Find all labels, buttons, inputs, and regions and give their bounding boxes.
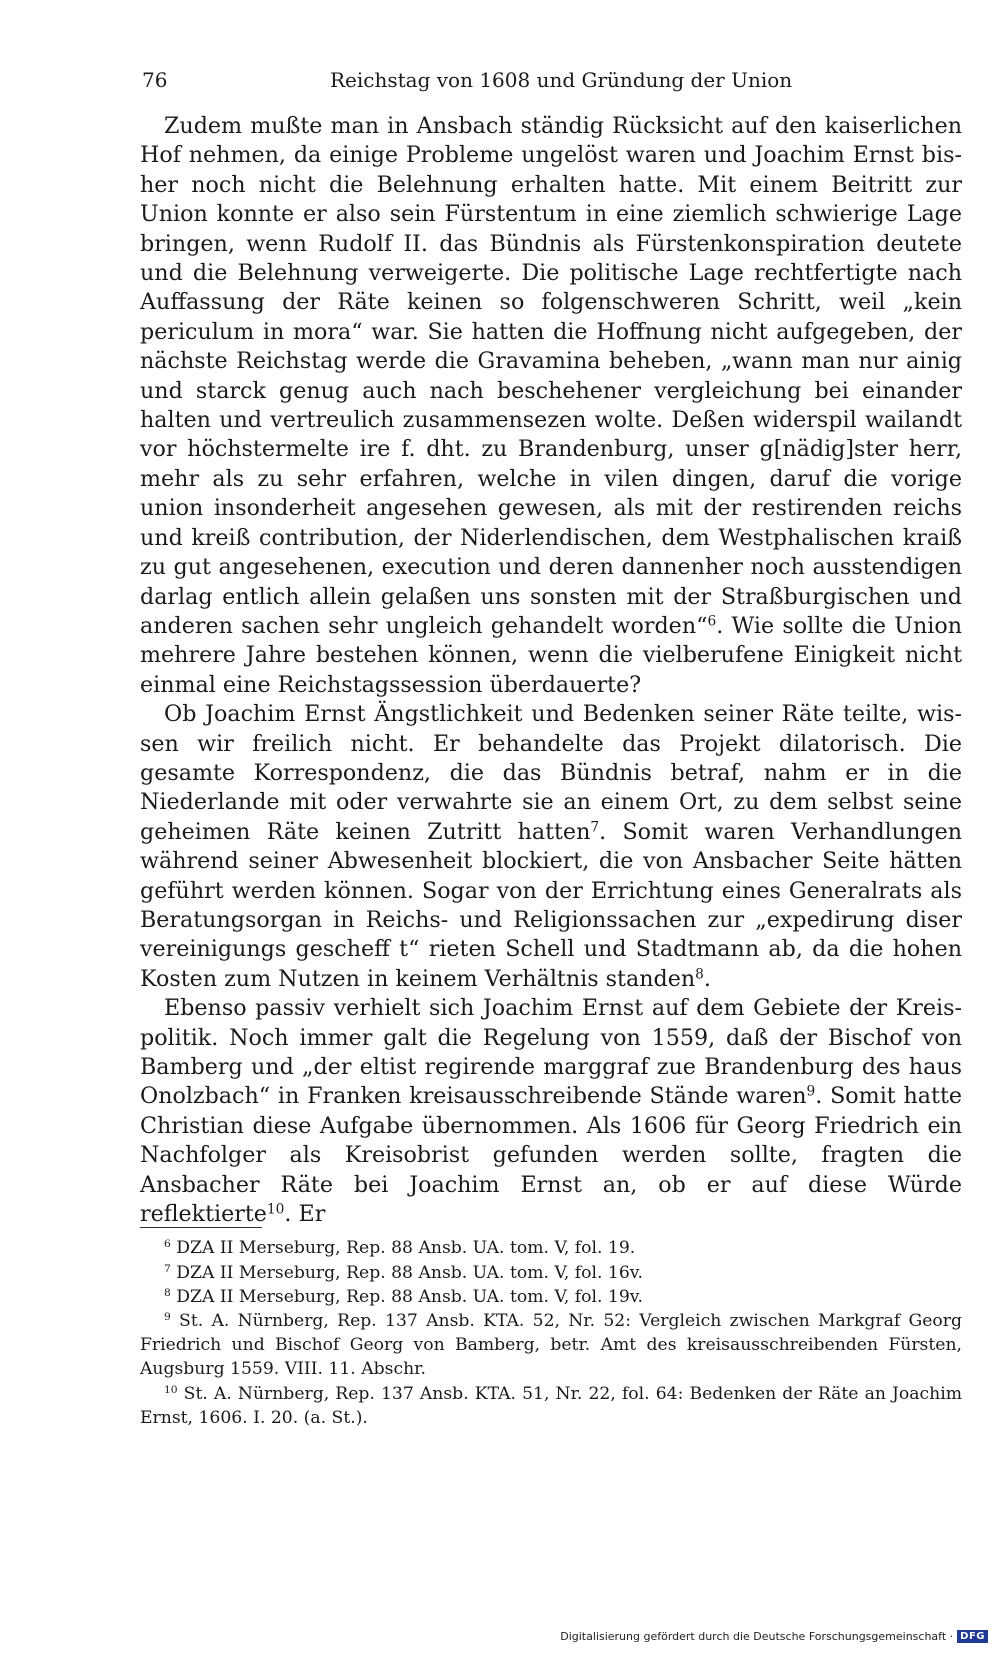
footnote-text: DZA II Merseburg, Rep. 88 Ansb. UA. tom. V, fol. 19. (170, 1238, 636, 1259)
footnote-8 (140, 1285, 962, 1309)
footnote-number: 10 (164, 1382, 178, 1396)
footnote-10 (140, 1382, 962, 1430)
paragraph-2-text-2: . Somit waren Verhandlungen während seiner Abwesenheit blockiert, die von Ansbacher Seite hätten geführt werden können. Sogar von der Errichtung eines Generalrats als Beratungsorgan in Reichs- und Religionssachen zur „expedirung diser vereinigungs gescheff t“ rieten Schell und Stadtmann ab, da die hohen Kosten zum Nutzen in keinem Verhältnis standen (140, 818, 962, 992)
footnote-7 (140, 1261, 962, 1285)
paragraph-3 (140, 994, 962, 1229)
footnote-ref-6: 6 (707, 613, 717, 630)
dfg-logo-icon: DFG (957, 1630, 988, 1643)
paragraph-1 (140, 112, 962, 700)
footnote-number: 7 (164, 1261, 171, 1275)
footnote-ref-7: 7 (590, 819, 600, 836)
paragraph-1-tail: . Wie sollte die Union mehrere Jahre bestehen können, wenn die vielberufene Einigkeit nicht einmal eine Reichstagssession überdauerte? (140, 612, 962, 698)
footnote-text: St. A. Nürnberg, Rep. 137 Ansb. KTA. 52, Nr. 52: Vergleich zwischen Markgraf Georg Friedrich und Bischof Georg von Bamberg, betr. Amt des kreisausschreibenden Fürsten, Augsburg 1559. VIII. 11. Abschr. (140, 1311, 962, 1380)
paragraph-2-tail: . (703, 965, 711, 992)
footer-text: Digitalisierung gefördert durch die Deutsche Forschungsgemeinschaft · (560, 1630, 954, 1643)
footnote-text: DZA II Merseburg, Rep. 88 Ansb. UA. tom. V, fol. 19v. (170, 1286, 643, 1307)
page-number: 76 (142, 68, 168, 92)
paragraph-3-text-2: . Somit hatte Christian diese Aufgabe übernommen. Als 1606 für Georg Friedrich ein Nachfolger als Kreisobrist gefunden werden sollte, fragten die Ansbacher Räte bei Joachim Ernst an, ob er auf diese Würde reflektierte (140, 1083, 962, 1228)
footnote-9 (140, 1309, 962, 1382)
footnote-number: 6 (164, 1237, 171, 1251)
footnote-number: 9 (164, 1310, 171, 1324)
footnote-6 (140, 1236, 962, 1260)
paragraph-2-text: Ob Joachim Ernst Ängstlichkeit und Bedenken seiner Räte teilte, wissen wir freilich nicht. Er behandelte das Projekt dilatorisch. Die gesamte Korrespondenz, die das Bündnis betraf, nahm er in die Niederlande mit oder verwahrte sie an einem Ort, zu dem selbst seine geheimen Räte keinen Zutritt hatten (140, 701, 962, 845)
paragraph-1-text: Zudem mußte man in Ansbach ständig Rücksicht auf den kaiserlichen Hof nehmen, da einige Probleme ungelöst waren und Joachim Ernst bisher noch nicht die Belehnung erhalten hatte. Mit einem Beitritt zur Union konnte er also sein Fürstentum in eine ziemlich schwierige Lage bringen, wenn Rudolf II. das Bündnis als Fürstenkonspiration deutete und die Belehnung verweigerte. Die politische Lage rechtfertigte nach Auffassung der Räte keinen so folgenschweren Schritt, weil „kein periculum in mora“ war. Sie hatten die Hoffnung nicht aufgegeben, der nächste Reichstag werde die Gravamina beheben, „wann man nur ainig und starck genug auch nach beschehener vergleichung bei einander halten und vertreulich zusammensezen wolte. Deßen widerspil wailandt vor höchstermelte ire f. dht. zu Brandenburg, unser g[nädig]ster herr, mehr als zu sehr erfahren, welche in vilen dingen, daruf die vorige union insonderheit angesehen gewesen, als mit der restirenden reichs und kreiß contribution, der Niderlendischen, dem Westphalischen kraiß zu gut angesehenen, execution und deren dannenher noch ausstendigen darlag entlich allein gelaßen uns sonsten mit der Straßburgischen und anderen sachen sehr ungleich gehandelt worden“ (140, 113, 962, 639)
book-page (140, 68, 962, 1430)
footnote-text: St. A. Nürnberg, Rep. 137 Ansb. KTA. 51, Nr. 22, fol. 64: Bedenken der Räte an Joachim Ernst, 1606. I. 20. (a. St.). (140, 1383, 962, 1428)
paragraph-3-tail: . Er (284, 1201, 326, 1228)
paragraph-2 (140, 700, 962, 994)
running-head (140, 68, 962, 98)
footnotes (140, 1236, 962, 1430)
footnote-text: DZA II Merseburg, Rep. 88 Ansb. UA. tom. V, fol. 16v. (170, 1262, 643, 1283)
footnote-ref-8: 8 (695, 966, 704, 983)
body-text (140, 112, 962, 1229)
digitization-footer (560, 1630, 988, 1643)
running-title: Reichstag von 1608 und Gründung der Union (330, 68, 793, 92)
footnote-number: 8 (164, 1285, 171, 1299)
paragraph-3-text: Ebenso passiv verhielt sich Joachim Ernst auf dem Gebiete der Kreispolitik. Noch immer galt die Regelung von 1559, daß der Bischof von Bamberg und „der eltist regirende marggraf zue Brandenburg des haus Onolzbach“ in Franken kreisausschreibende Stände waren (140, 995, 962, 1110)
footnote-ref-10: 10 (266, 1201, 285, 1218)
footnote-ref-9: 9 (806, 1083, 816, 1100)
